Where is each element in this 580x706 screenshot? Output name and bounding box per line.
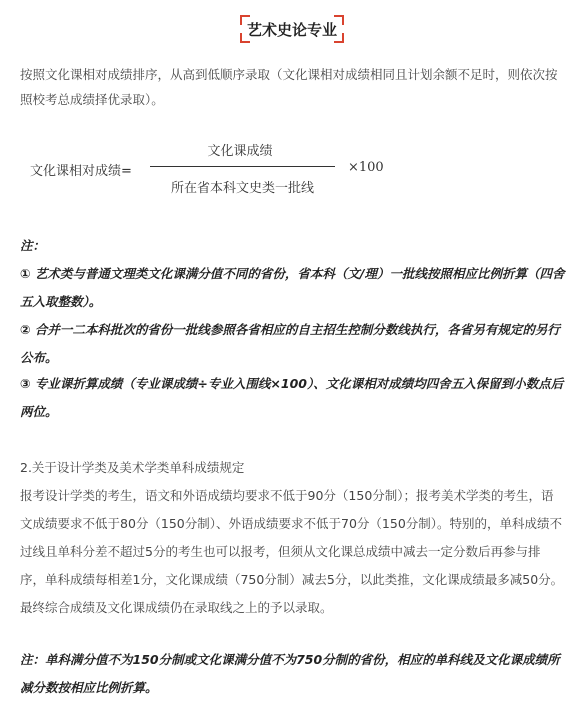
- section2-heading: 2.关于设计学类及美术学类单科成绩规定: [20, 460, 245, 475]
- note-item-2: ② 合并一二本科批次的省份一批线参照各省相应的自主招生控制分数线执行，各省另有规定的另行公布。: [20, 322, 560, 365]
- formula-denominator: 所在省本科文史类一批线: [170, 181, 314, 196]
- notes-heading: 注：: [20, 238, 46, 253]
- note-item-1: ① 艺术类与普通文理类文化课满分值不同的省份，省本科（文/理）一批线按照相应比例折算（四舍五入取整数）。: [20, 266, 565, 309]
- section-title-frame: [240, 15, 344, 43]
- section2-body: 报考设计学类的考生，语文和外语成绩均要求不低于90分（150分制）；报考美术学类的考生，语文成绩要求不低于80分（150分制）、外语成绩要求不低于70分（150分制）。特别的，单科成绩不过线且单科分差不超过5分的考生也可以报考，但须从文化课总成绩中减去一定分数后再参与排序，单科成绩每相差1分，文化课成绩（750分制）减去5分，以此类推，文化课成绩最多减50分。最终综合成绩及文化课成绩仍在录取线之上的予以录取。: [20, 488, 564, 615]
- formula-multiplier: ×100: [348, 160, 384, 175]
- fraction-bar: [150, 166, 335, 167]
- intro-paragraph: 按照文化课相对成绩排序，从高到低顺序录取（文化课相对成绩相同且计划余额不足时，则依次按照校考总成绩择优录取）。: [20, 67, 558, 107]
- score-formula: [30, 140, 570, 210]
- formula-numerator: 文化课成绩: [207, 144, 273, 159]
- section-title: 艺术史论专业: [246, 21, 337, 39]
- note-item-3: ③ 专业课折算成绩（专业课成绩÷专业入围线×100）、文化课相对成绩均四舍五入保留到小数点后两位。: [20, 376, 564, 419]
- formula-lhs: 文化课相对成绩=: [30, 164, 132, 179]
- footnote: 注：单科满分值不为150分制或文化课满分值不为750分制的省份，相应的单科线及文化课成绩所减分数按相应比例折算。: [20, 652, 560, 695]
